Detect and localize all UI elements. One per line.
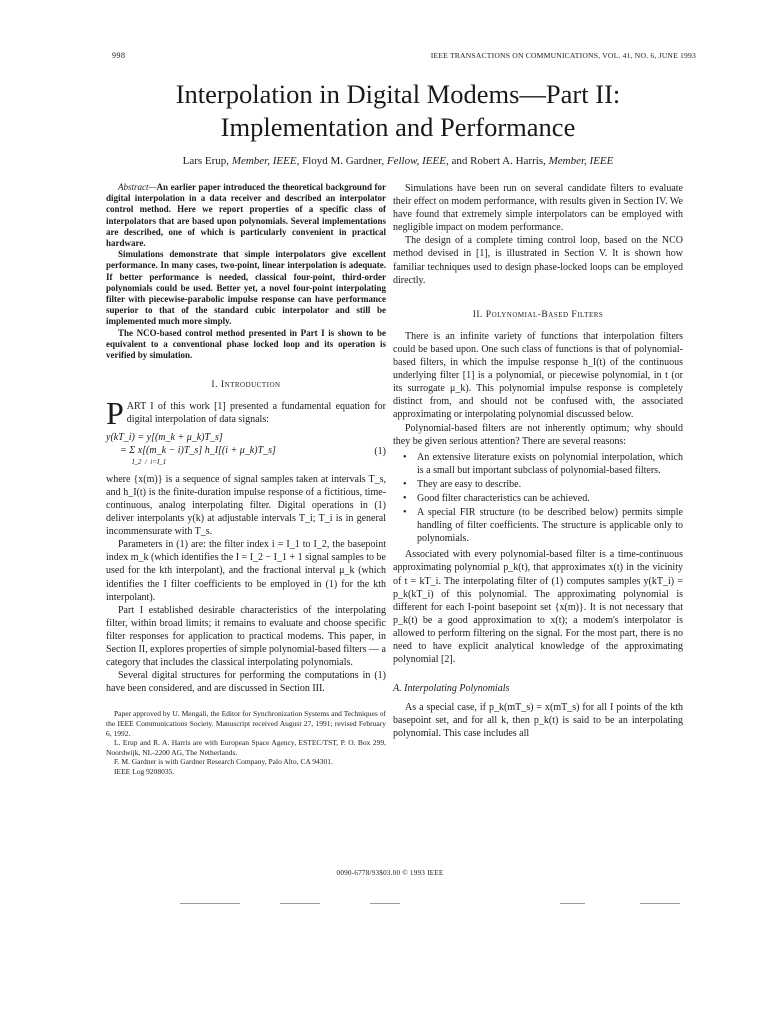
abstract-p2: Simulations demonstrate that simple interpolators give excellent performance. In many cases, two-point, linear interpolation is adequate. If better performance is needed, classical four-point, third-order polynomials could be used. Better yet, a novel four-point interpolating filter with piecewise-parabolic impulse response can have performance superior to that of the standard cubic interpolator and still be implemented much more simply. [106,249,386,327]
title-line-1: Interpolation in Digital Modems—Part II: [175,79,621,109]
footnote-2: L. Erup and R. A. Harris are with European Space Agency, ESTEC/TST, P. O. Box 299, Noordwijk, NL-2200 AG, The Netherlands. [106,738,386,757]
right-paragraph-3: There is an infinite variety of functions that interpolation filters could be based upon. One such class of functions is that of polynomial-based filters, in which the impulse response h_I(t) of the continuous underlying filter [1] is a polynomial, or piecewise polynomial, in t (or its surrogate μ_k). This polynomial impulse response is completely distinct from, and should not be confused with, the associated approximating or interpolating polynomial discussed below. [393,330,683,421]
reasons-list [393,451,683,546]
intro-heading-num: I. [211,380,218,391]
author-line [100,155,696,167]
scan-artifact [560,903,585,904]
abstract-p1: An earlier paper introduced the theoretical background for digital interpolation in a data receiver and described an interpolator control method. Here we report properties of a specific class of interpolators that are based upon polynomials. Several implementations are described, one of which is particularly convenient in practical hardware. [106,182,386,249]
left-column [106,182,386,777]
footnote-3: F. M. Gardner is with Gardner Research Company, Palo Alto, CA 94301. [114,757,333,767]
journal-header: IEEE TRANSACTIONS ON COMMUNICATIONS, VOL. 41, NO. 6, JUNE 1993 [430,51,696,60]
right-paragraph-2: The design of a complete timing control loop, based on the NCO method devised in [1], is illustrated in Section V. It is shown how familiar techniques used to design phase-locked loops can be employed directly. [393,235,683,286]
abstract-lead: Abstract— [118,182,157,192]
author-2-role: Fellow, IEEE, [386,155,449,167]
page-number: 998 [112,51,126,60]
subsection-heading: A. Interpolating Polynomials [393,683,510,695]
equation-upper-limit: I_2 [132,457,142,466]
equation-1 [106,431,386,469]
intro-paragraph-4: Part I established desirable characteristics of the interpolating filter, within broad limits; it remains to evaluate and choose specific filter responses for application to practical modems. This paper, in Section II, explores properties of simple polynomial-based filters — a category that includes the classical interpolating polynomials. [106,604,386,669]
footnote-block [106,709,386,776]
right-paragraph-6: As a special case, if p_k(mT_s) = x(mT_s) for all I points of the kth basepoint set, and for all k, then p_k(t) is said to be an interpolating polynomial. This case includes all [393,702,683,740]
copyright-line: 0090-6778/93$03.00 © 1993 IEEE [336,869,444,877]
sec2-heading-num: II. [472,309,483,320]
title-line-2: Implementation and Performance [220,112,576,142]
footnote-1: Paper approved by U. Mengali, the Editor for Synchronization Systems and Techniques of the IEEE Communications Society. Manuscript received August 27, 1991; revised February 6, 1992. [106,709,386,738]
right-column [393,182,683,741]
title-block [100,78,696,167]
author-3: and Robert A. Harris, [451,155,546,167]
equation-line-1: y(kT_i) = y[(m_k + μ_k)T_s] [106,431,223,443]
list-item: • A special FIR structure (to be described below) permits simple handling of filter coefficients. The structure is applicable only to polynomials. [413,506,683,545]
author-1: Lars Erup, [182,155,230,167]
intro-paragraph-1 [106,395,386,432]
intro-p1-text: ART I of this work [1] presented a fundamental equation for digital interpolation of data signals: [126,401,386,426]
equation-lower-limit: i=I_1 [150,457,167,466]
list-item: • Good filter characteristics can be achieved. [413,492,683,505]
intro-paragraph-3: Parameters in (1) are: the filter index i = I_1 to I_2, the basepoint index m_k (which identifies the I = I_2 − I_1 + 1 signal samples to be used for the kth interpolant), and the fractional interval μ_k (which identifies the I filter coefficients to be employed in (1) for the kth interpolant). [106,539,386,603]
right-paragraph-1: Simulations have been run on several candidate filters to evaluate their effect on modem performance, with results given in Section IV. We have found that extremely simple interpolators can be employed with negligible impact on modem performance. [393,183,683,234]
list-item: • They are easy to describe. [413,478,683,491]
right-paragraph-4: Polynomial-based filters are not inherently optimum; why should they be given serious attention? There are several reasons: [393,422,683,447]
intro-heading-text: Introduction [220,380,281,391]
scan-artifact [370,903,400,904]
author-1-role: Member, IEEE, [231,155,300,167]
scan-artifact [280,903,320,904]
intro-paragraph-5: Several digital structures for performing the computations in (1) have been considered, and are discussed in Section III. [106,670,386,695]
author-3-role: Member, IEEE [548,155,614,167]
author-2: Floyd M. Gardner, [302,155,385,167]
equation-number: (1) [374,445,386,457]
equation-sum-limits: I_2 / i=I_1 [132,457,167,466]
paper-title [100,78,696,144]
section-heading-polynomial-filters [393,309,683,322]
right-paragraph-5: Associated with every polynomial-based filter is a time-continuous approximating polynomial p_k(t), that approximates x(t) in the vicinity of t = kT_i. The interpolating filter of (1) computes samples y(kT_i) = p_k(kT_i) of this polynomial. The approximating polynomial is different for each I-point basepoint set {x(m)}. It is not necessary that p_k(t) be a good approximation to x(t); a modem's interpolator is allowed to perform filtering on the signal. For the most part, there is no need to have explicit analytical knowledge of the approximating polynomial [2]. [393,549,683,666]
abstract [106,182,386,361]
footnote-4: IEEE Log 9208035. [114,766,175,776]
scan-artifact [180,903,240,904]
drop-cap: P [106,395,124,432]
scan-artifact [640,903,680,904]
intro-paragraph-2: where {x(m)} is a sequence of signal samples taken at intervals T_s, and h_I(t) is the finite-duration impulse response of a fictitious, time-continuous, analog interpolating filter. Digital operations in (1) deliver interpolants y(k) at adjustable intervals T_i; T_i is in general incommensurate with T_s. [106,473,386,538]
section-heading-introduction [106,379,386,392]
list-item: • An extensive literature exists on polynomial interpolation, which is a small but important subclass of polynomial-based filters. [413,451,683,477]
equation-sum-body: = Σ x[(m_k − i)T_s] h_I[(i + μ_k)T_s] [120,444,276,456]
abstract-p3: The NCO-based control method presented in Part I is shown to be equivalent to a conventional phase locked loop and its operation is verified by simulation. [106,327,386,361]
sec2-heading-text: Polynomial-Based Filters [485,309,604,320]
